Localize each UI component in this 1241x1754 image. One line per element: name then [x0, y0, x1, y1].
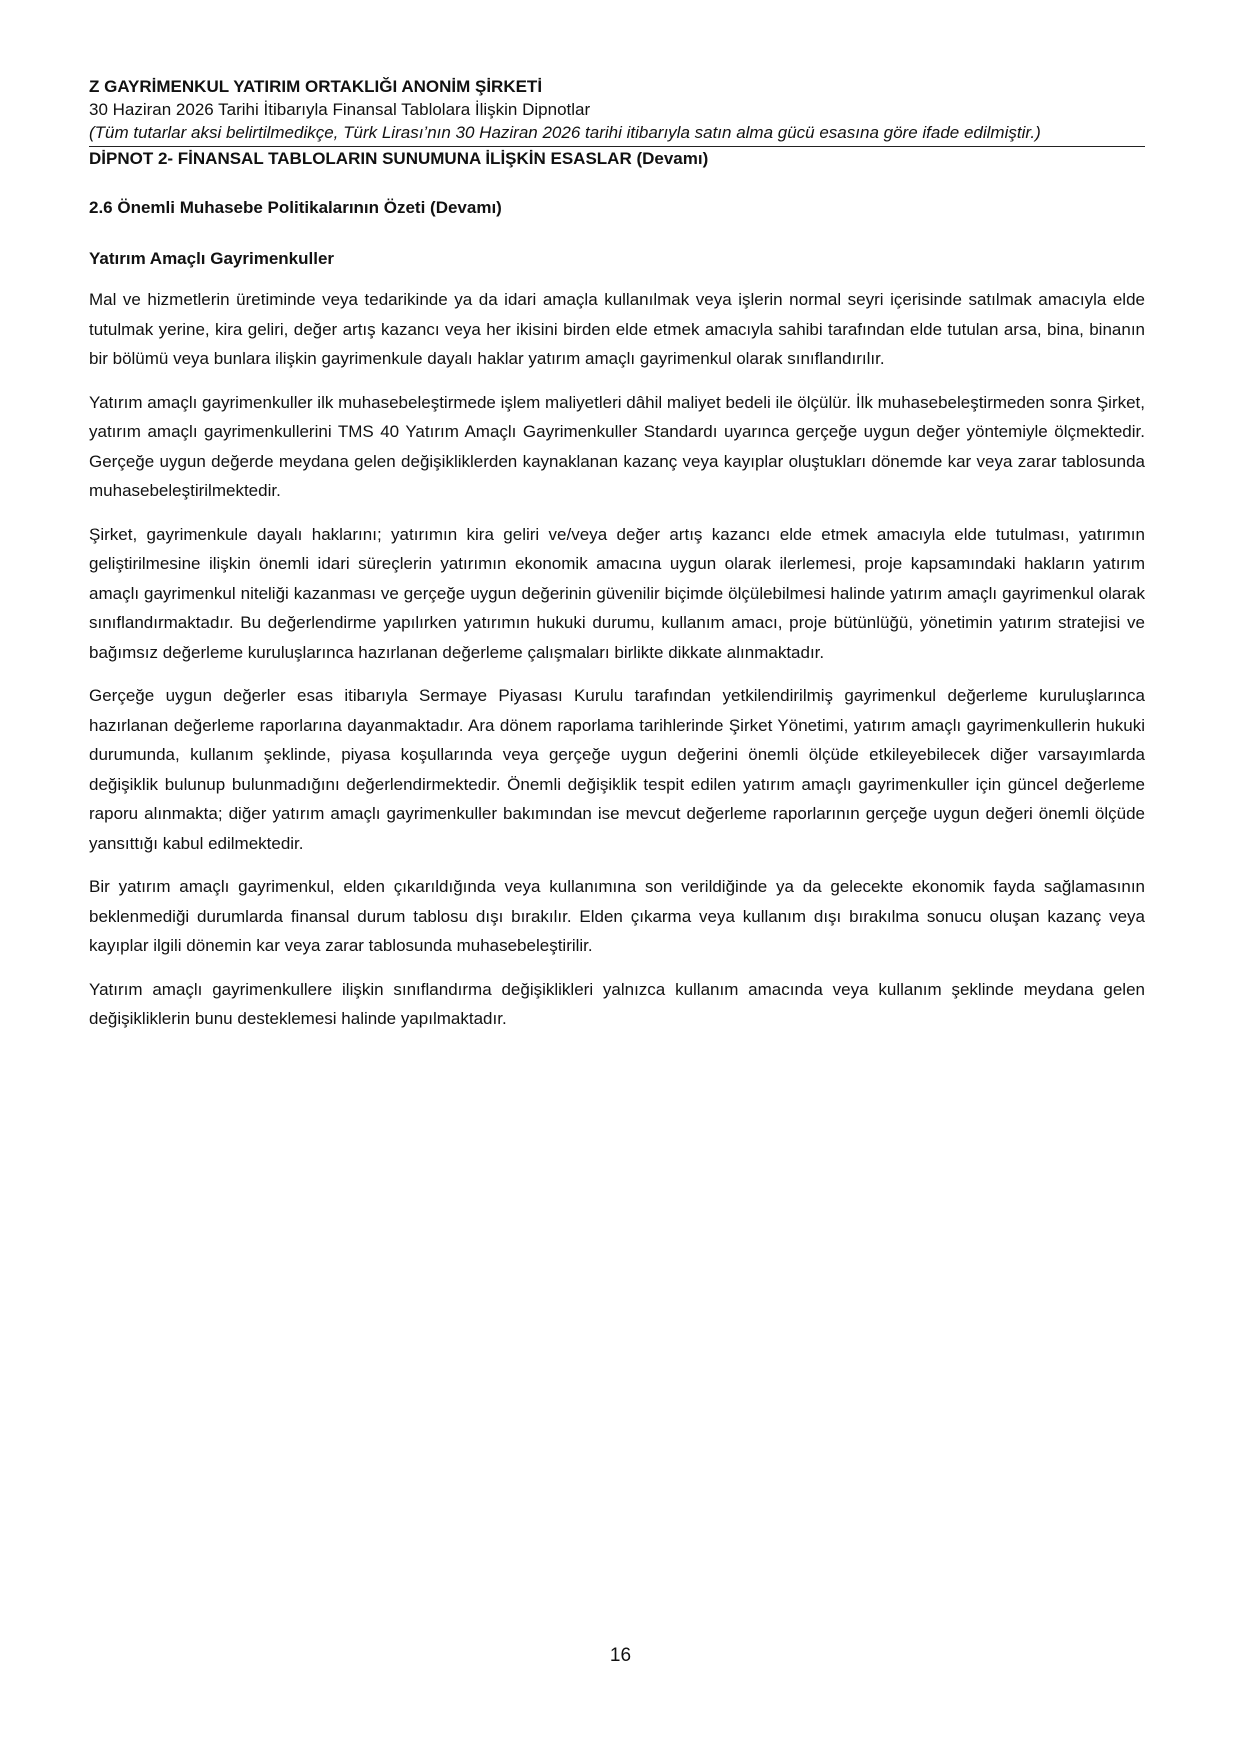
- note-title: DİPNOT 2- FİNANSAL TABLOLARIN SUNUMUNA İLİŞKİN ESASLAR (Devamı): [89, 149, 709, 168]
- document-header: [89, 76, 1145, 171]
- paragraph: Mal ve hizmetlerin üretiminde veya tedarikinde ya da idari amaçla kullanılmak veya işlerin normal seyri içerisinde satılmak amacıyla elde tutulmak yerine, kira geliri, değer artış kazancı veya her ikisini birden elde etmek amacıyla sahibi tarafından elde tutulan arsa, bina, binanın bir bölümü veya bunlara ilişkin gayrimenkule dayalı haklar yatırım amaçlı gayrimenkul olarak sınıflandırılır.: [89, 290, 1145, 368]
- paragraph: Şirket, gayrimenkule dayalı haklarını; yatırımın kira geliri ve/veya değer artış kazancı elde etmek amacıyla elde tutulması, yatırımın geliştirilmesine ilişkin önemli idari süreçlerin yatırımın ekonomik amacına uygun olarak ilerlemesi, proje kapsamındaki hakların yatırım amaçlı gayrimenkul niteliği kazanması ve gerçeğe uygun değerinin güvenilir biçimde ölçülebilmesi halinde yatırım amaçlı gayrimenkul olarak sınıflandırmaktadır. Bu değerlendirme yapılırken yatırımın hukuki durumu, kullanım amacı, proje bütünlüğü, yönetimin yatırım stratejisi ve bağımsız değerleme kuruluşlarınca hazırlanan değerleme çalışmaları birlikte dikkate alınmaktadır.: [89, 524, 1145, 662]
- page-number: 16: [609, 1645, 632, 1666]
- paragraph: Yatırım amaçlı gayrimenkuller ilk muhasebeleştirmede işlem maliyetleri dâhil maliyet bedeli ile ölçülür. İlk muhasebeleştirmeden sonra Şirket, yatırım amaçlı gayrimenkullerini TMS 40 Yatırım Amaçlı Gayrimenkuller Standardı uyarınca gerçeğe uygun değer yöntemiyle ölçmektedir. Gerçeğe uygun değerde meydana gelen değişikliklerden kaynaklanan kazanç veya kayıplar oluştukları dönemde kar veya zarar tablosunda muhasebeleştirilmektedir.: [89, 392, 1146, 500]
- body-text: [89, 285, 1145, 1034]
- currency-note: (Tüm tutarlar aksi belirtilmedikçe, Türk Lirası’nın 30 Haziran 2026 tarihi itibarıyla satın alma gücü esasına göre ifade edilmiştir.): [89, 121, 1145, 147]
- paragraph: Yatırım amaçlı gayrimenkullere ilişkin sınıflandırma değişiklikleri yalnızca kullanım amacında veya kullanım şeklinde meydana gelen değişikliklerin bunu desteklemesi halinde yapılmaktadır.: [89, 979, 1145, 1028]
- page-content: [89, 76, 1145, 1048]
- document-subtitle: 30 Haziran 2026 Tarihi İtibarıyla Finansal Tablolara İlişkin Dipnotlar: [89, 100, 591, 119]
- section-title: 2.6 Önemli Muhasebe Politikalarının Özeti (Devamı): [89, 198, 502, 217]
- company-name: Z GAYRİMENKUL YATIRIM ORTAKLIĞI ANONİM ŞİRKETİ: [89, 77, 543, 96]
- paragraph: Bir yatırım amaçlı gayrimenkul, elden çıkarıldığında veya kullanımına son verildiğinde ya da gelecekte ekonomik fayda sağlamasının beklenmediği durumlarda finansal durum tablosu dışı bırakılır. Elden çıkarma veya kullanım dışı bırakılma sonucu oluşan kazanç veya kayıplar ilgili dönemin kar veya zarar tablosunda muhasebeleştirilir.: [89, 877, 1145, 955]
- subsection-title: Yatırım Amaçlı Gayrimenkuller: [89, 249, 335, 268]
- paragraph: Gerçeğe uygun değerler esas itibarıyla Sermaye Piyasası Kurulu tarafından yetkilendirilmiş gayrimenkul değerleme kuruluşlarınca hazırlanan değerleme raporlarına dayanmaktadır. Ara dönem raporlama tarihlerinde Şirket Yönetimi, yatırım amaçlı gayrimenkullerin hukuki durumunda, kullanım şeklinde, piyasa koşullarında veya gerçeğe uygun değerini önemli ölçüde etkileyebilecek diğer varsayımlarda değişiklik bulunup bulunmadığını değerlendirmektedir. Önemli değişiklik tespit edilen yatırım amaçlı gayrimenkuller için güncel değerleme raporu alınmakta; diğer yatırım amaçlı gayrimenkuller bakımından ise mevcut değerleme raporlarının gerçeğe uygun değeri önemli ölçüde yansıttığı kabul edilmektedir.: [89, 686, 1145, 853]
